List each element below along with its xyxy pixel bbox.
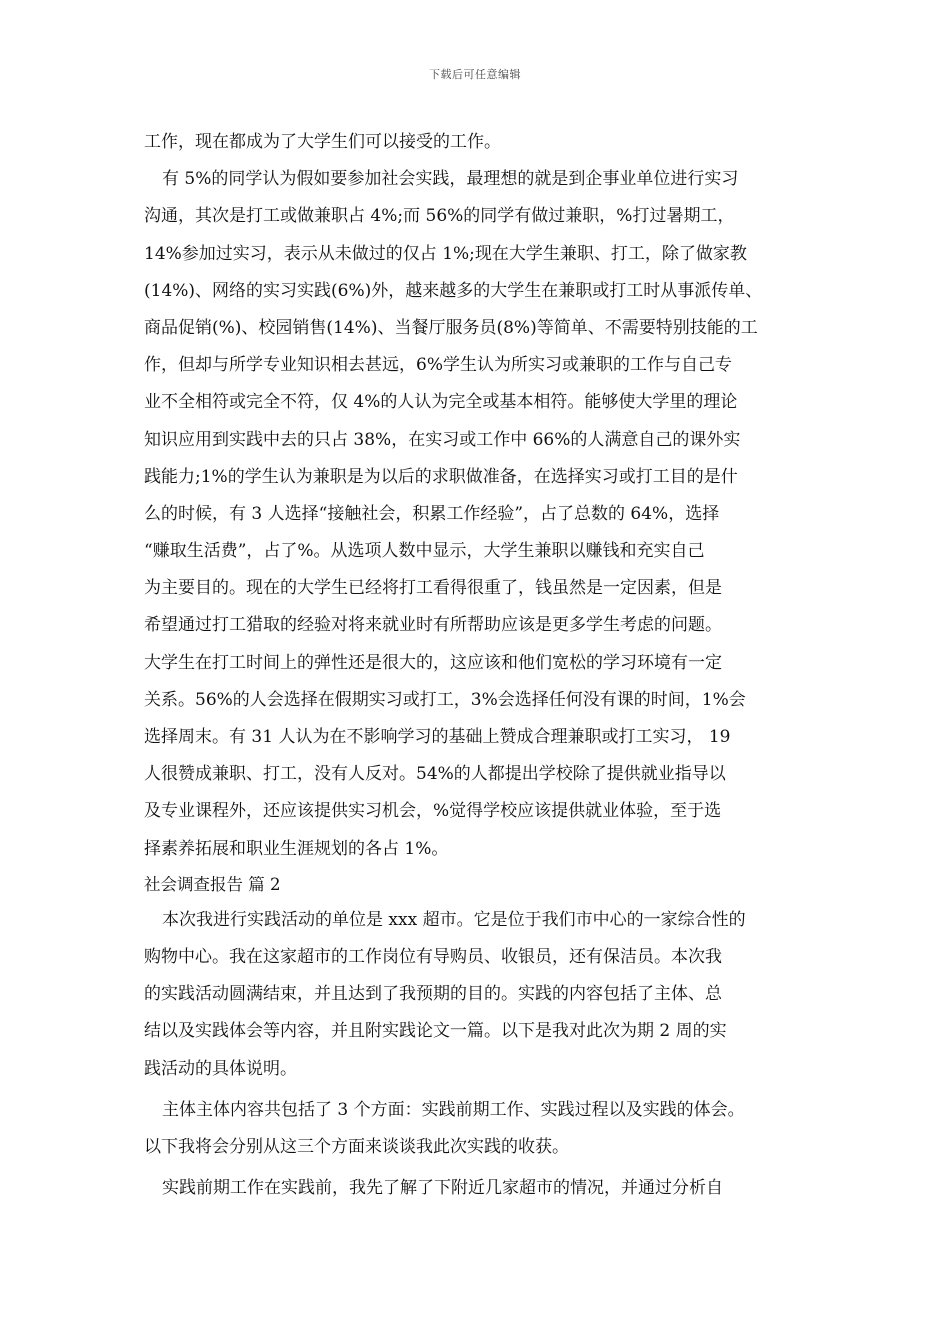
document-body <box>144 124 820 1207</box>
body-line: 及专业课程外，还应该提供实习机会，%觉得学校应该提供就业体验，至于选 <box>144 801 722 822</box>
body-line: 购物中心。我在这家超市的工作岗位有导购员、收银员，还有保洁员。本次我 <box>144 946 722 967</box>
body-line: 选择周末。有 31 人认为在不影响学习的基础上赞成合理兼职或打工实习， 19 <box>144 727 731 747</box>
body-line: 工作，现在都成为了大学生们可以接受的工作。 <box>144 132 501 152</box>
body-line: 的实践活动圆满结束，并且达到了我预期的目的。实践的内容包括了主体、总 <box>144 984 722 1005</box>
body-line: 践活动的具体说明。 <box>144 1058 297 1079</box>
section-heading: 社会调查报告 篇 2 <box>144 874 281 894</box>
body-line: 商品促销(%)、校园销售(14%)、当餐厅服务员(8%)等简单、不需要特别技能的工 <box>144 317 758 338</box>
body-line: 人很赞成兼职、打工，没有人反对。54%的人都提出学校除了提供就业指导以 <box>144 764 726 785</box>
body-line: 14%参加过实习，表示从未做过的仅占 1%;现在大学生兼职、打工，除了做家教 <box>144 243 747 264</box>
body-line: 希望通过打工猎取的经验对将来就业时有所帮助应该是更多学生考虑的问题。 <box>144 615 722 636</box>
body-line: 有 5%的同学认为假如要参加社会实践，最理想的就是到企事业单位进行实习 <box>162 169 739 190</box>
body-line: 知识应用到实践中去的只占 38%，在实习或工作中 66%的人满意自己的课外实 <box>144 429 741 450</box>
body-line: 择素养拓展和职业生涯规划的各占 1%。 <box>144 838 449 859</box>
body-line: 本次我进行实践活动的单位是 xxx 超市。它是位于我们市中心的一家综合性的 <box>162 909 746 930</box>
body-line: 关系。56%的人会选择在假期实习或打工，3%会选择任何没有课的时间，1%会 <box>144 689 746 710</box>
body-line: 作，但却与所学专业知识相去甚远，6%学生认为所实习或兼职的工作与自己专 <box>144 355 732 376</box>
body-line: 么的时候，有 3 人选择“接触社会，积累工作经验”，占了总数的 64%，选择 <box>144 503 720 524</box>
body-line: 主体主体内容共包括了 3 个方面：实践前期工作、实践过程以及实践的体会。 <box>162 1099 745 1120</box>
body-line: 践能力;1%的学生认为兼职是为以后的求职做准备，在选择实习或打工目的是什 <box>144 466 738 487</box>
body-line: 结以及实践体会等内容，并且附实践论文一篇。以下是我对此次为期 2 周的实 <box>144 1021 727 1042</box>
body-line: 业不全相符或完全不符，仅 4%的人认为完全或基本相符。能够使大学里的理论 <box>144 392 738 413</box>
body-line: 大学生在打工时间上的弹性还是很大的，这应该和他们宽松的学习环境有一定 <box>144 652 722 673</box>
body-line: “赚取生活费”，占了%。从选项人数中显示，大学生兼职以赚钱和充实自己 <box>144 541 705 562</box>
body-line: 以下我将会分别从这三个方面来谈谈我此次实践的收获。 <box>144 1136 569 1157</box>
body-line: 为主要目的。现在的大学生已经将打工看得很重了，钱虽然是一定因素，但是 <box>144 578 722 599</box>
body-line: (14%)、网络的实习实践(6%)外，越来越多的大学生在兼职或打工时从事派传单、 <box>144 280 763 301</box>
body-line: 实践前期工作在实践前，我先了解了下附近几家超市的情况，并通过分析自 <box>162 1178 723 1199</box>
page-header: 下载后可任意编辑 <box>429 68 521 81</box>
body-line: 沟通，其次是打工或做兼职占 4%;而 56%的同学有做过兼职，%打过暑期工， <box>144 206 735 227</box>
